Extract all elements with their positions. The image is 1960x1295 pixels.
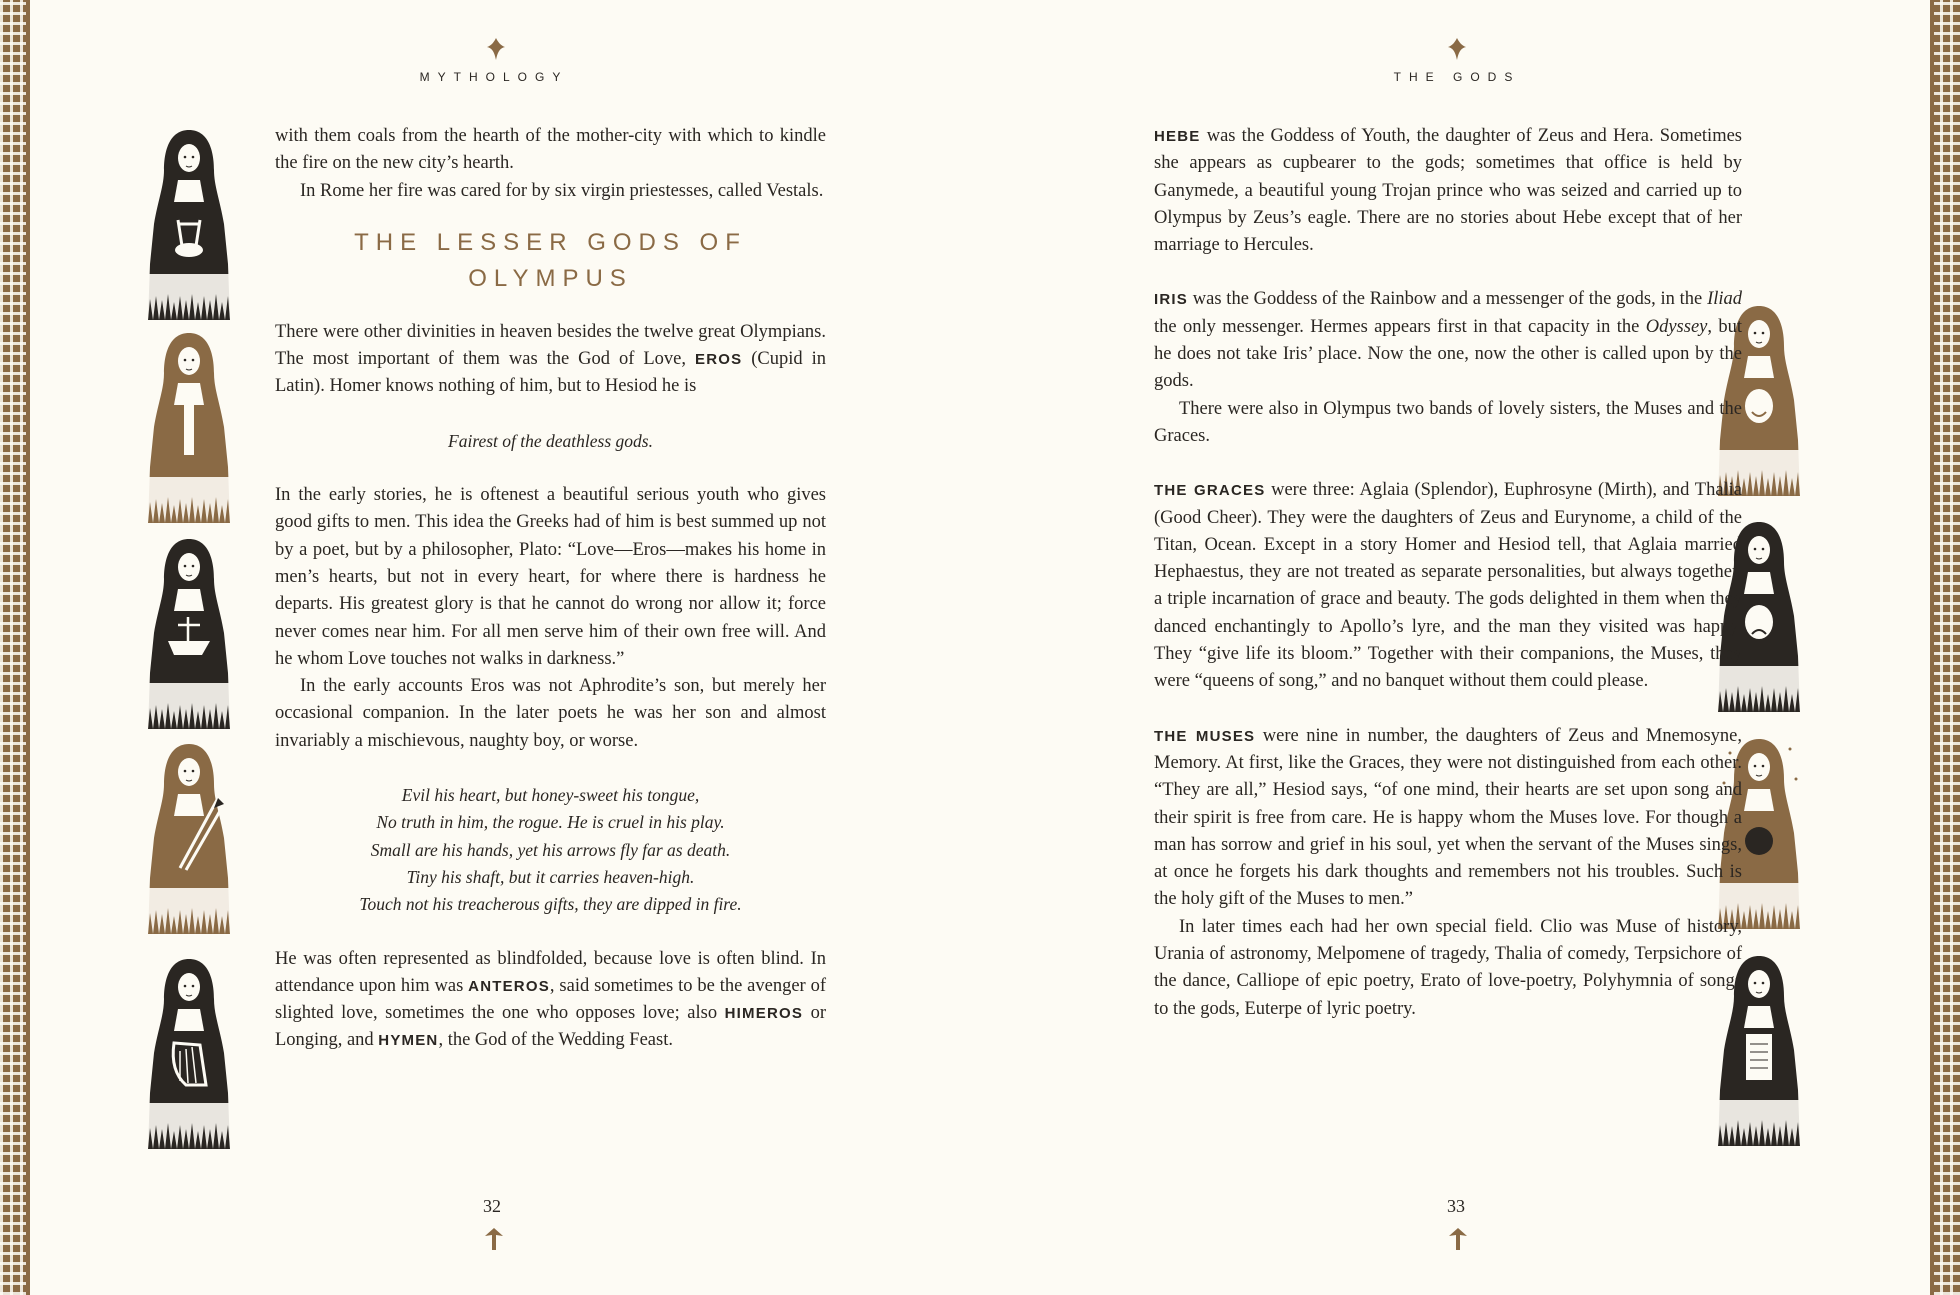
name-smallcaps: THE MUSES xyxy=(1154,727,1256,745)
paragraph xyxy=(1154,286,1742,395)
paragraph: In Rome her fire was cared for by six virgin priestesses, called Vestals. xyxy=(300,180,824,201)
text-run: or Longing, and xyxy=(275,1003,827,1051)
text-run: the only messenger. Hermes appears first in that capacity in the xyxy=(1154,316,1640,337)
text-run: There were other divinities in heaven besides the twelve great Olympians. The most important of them was the God of Love, xyxy=(275,321,826,370)
name-smallcaps: IRIS xyxy=(1154,291,1188,309)
right-text-block xyxy=(1154,123,1742,1023)
muse-harp-icon xyxy=(140,953,238,1149)
paragraph: with them coals from the hearth of the mother-city with which to kindle the fire on the new city’s hearth. xyxy=(275,126,826,174)
right-page xyxy=(980,0,1930,1295)
name-smallcaps: EROS xyxy=(694,351,743,369)
text-run: (Cupid in Latin). Homer knows nothing of him, but to Hesiod he is xyxy=(275,349,827,397)
leaf-ornament-icon xyxy=(487,38,505,64)
paragraph: There were also in Olympus two bands of lovely sisters, the Muses and the Graces. xyxy=(1154,398,1742,446)
paragraph xyxy=(275,319,826,401)
verse-line: No truth in him, the rogue. He is cruel in his play. xyxy=(376,812,725,833)
paragraph xyxy=(1154,723,1742,914)
title-italic: Iliad xyxy=(1707,289,1743,310)
name-smallcaps: THE GRACES xyxy=(1154,482,1266,500)
section-title-line: OLYMPUS xyxy=(468,264,633,292)
muse-arrows-icon xyxy=(140,738,238,934)
text-run: , but he does not take Iris’ place. Now the one, now the other is called upon by the gods. xyxy=(1154,316,1742,392)
paragraph xyxy=(1154,477,1742,695)
left-text-block xyxy=(275,123,826,1055)
paragraph: In the early accounts Eros was not Aphrodite’s son, but merely her occasional companion. In the later poets he was her son and almost invariably a mischievous, naughty boy, or worse. xyxy=(275,676,826,751)
section-title-line: THE LESSER GODS OF xyxy=(354,228,747,256)
verse-line: Small are his hands, yet his arrows fly far as death. xyxy=(370,839,731,860)
text-run: , the God of the Wedding Feast. xyxy=(438,1030,673,1051)
text-run: was the Goddess of the Rainbow and a messenger of the gods, in the xyxy=(1192,289,1703,310)
text-run: was the Goddess of Youth, the daughter of Zeus and Hera. Sometimes she appears as cupbearer to the gods; sometimes that office is held by Ganymede, a beautiful young Trojan prince who was seized and carried up to Olympus by Zeus’s eagle. There are no stories about Hebe except that of her marriage to Hercules. xyxy=(1154,126,1743,256)
arrow-ornament-icon xyxy=(1449,1228,1467,1254)
paragraph: In later times each had her own special field. Clio was Muse of history, Urania of astronomy, Melpomene of tragedy, Thalia of comedy, Terpsichore of the dance, Calliope of epic poetry, Erato of love-poetry, Polyhymnia of songs to the gods, Euterpe of lyric poetry. xyxy=(1154,916,1742,1019)
section-title xyxy=(275,225,826,297)
text-run: , said sometimes to be the avenger of slighted love, sometimes the one who opposes love; also xyxy=(275,975,827,1024)
title-italic: Odyssey xyxy=(1645,316,1708,337)
page-number: 32 xyxy=(483,1196,501,1216)
paragraph: In the early stories, he is oftenest a beautiful serious youth who gives good gifts to men. This idea the Greeks had of him is best summed up not by a poet, but by a philosopher, Plato: “Love—Eros—makes his home in men’s hearts, but not in every heart, for where there is hardness he departs. His greatest glory is that he cannot do wrong nor allow it; force never comes near him. For all men serve him of their own free will. And he whom Love touches not walks in darkness.” xyxy=(275,485,826,669)
running-head: THE GODS xyxy=(1393,70,1521,84)
name-smallcaps: HIMEROS xyxy=(724,1005,804,1023)
verse-line: Tiny his shaft, but it carries heaven-high. xyxy=(406,866,695,887)
decorative-border-left xyxy=(0,0,30,1295)
muse-ship-icon xyxy=(140,533,238,729)
text-run: were three: Aglaia (Splendor), Euphrosyne (Mirth), and Thalia (Good Cheer). They were the daughters of Zeus and Eurynome, a child of the Titan, Ocean. Except in a story Homer and Hesiod tell, that Aglaia married Hephaestus, they are not treated as separate personalities, but always together, a triple incarnation of grace and beauty. The gods delighted in them when they danced enchantingly to Apollo’s lyre, and the man they visited was happy. They “give life its bloom.” Together with their companions, the Muses, they were “queens of song,” and no banquet without them could please. xyxy=(1154,480,1743,692)
name-smallcaps: HEBE xyxy=(1154,128,1201,145)
arrow-ornament-icon xyxy=(485,1228,503,1254)
running-head: MYTHOLOGY xyxy=(419,70,569,84)
decorative-border-right xyxy=(1930,0,1960,1295)
name-smallcaps: HYMEN xyxy=(378,1032,439,1050)
leaf-ornament-icon xyxy=(1448,38,1466,64)
name-smallcaps: ANTEROS xyxy=(468,977,550,995)
paragraph xyxy=(275,946,826,1055)
quote-line: Fairest of the deathless gods. xyxy=(448,430,653,451)
paragraph xyxy=(1154,123,1742,259)
verse-line: Touch not his treacherous gifts, they are dipped in fire. xyxy=(359,894,742,915)
text-run: were nine in number, the daughters of Zeus and Mnemosyne, Memory. At first, like the Graces, they were not distinguished from each other. “They are all,” Hesiod says, “of one mind, their hearts are set upon song and their spirit is free from care. He is happy whom the Muses love. For though a man has sorrow and grief in his soul, yet when the servant of the Muses sings, at once he forgets his dark thoughts and remembers not his troubles. Such is the holy gift of the Muses to men.” xyxy=(1154,725,1743,910)
verse-block xyxy=(275,782,826,918)
muse-flute-icon xyxy=(140,327,238,523)
verse-line: Evil his heart, but honey-sweet his tongue, xyxy=(401,785,700,806)
muse-lyre-icon xyxy=(140,124,238,320)
left-page xyxy=(30,0,980,1295)
text-run: He was often represented as blindfolded, because love is often blind. In attendance upon him was xyxy=(275,948,826,996)
page-number: 33 xyxy=(1447,1196,1465,1216)
